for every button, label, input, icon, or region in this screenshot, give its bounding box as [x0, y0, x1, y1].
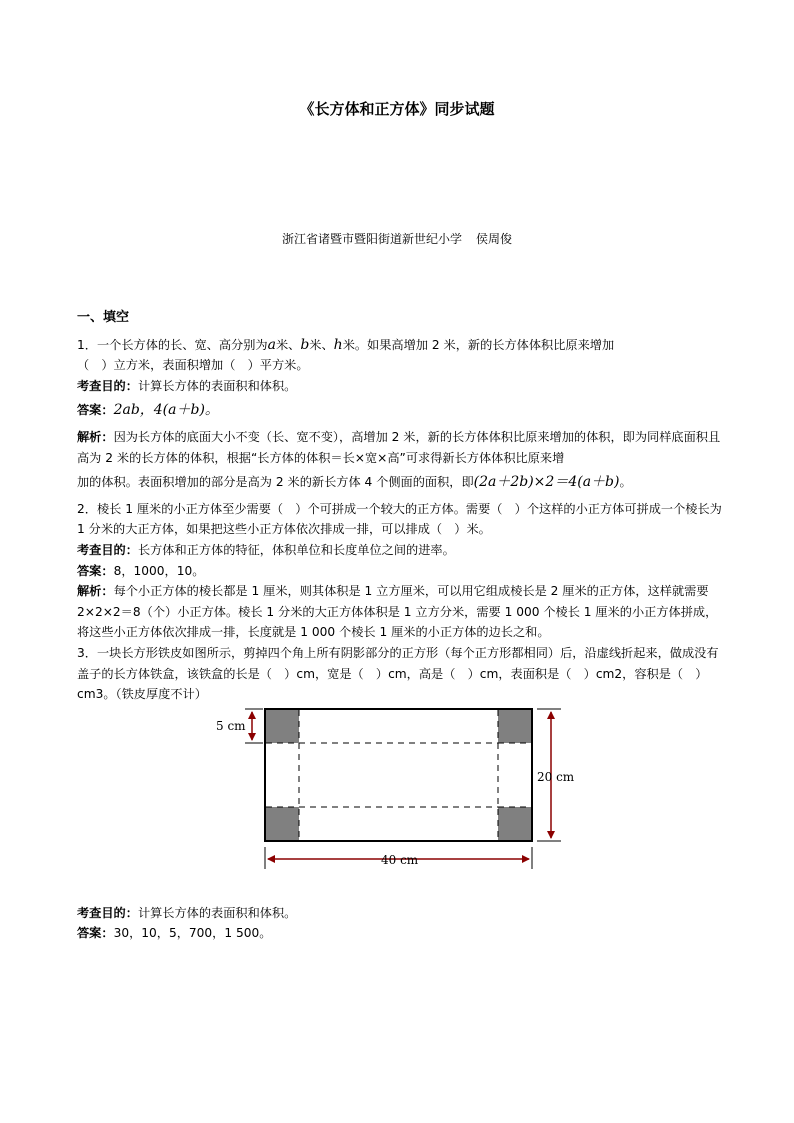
q3-figure — [77, 707, 722, 897]
corner-top-left — [266, 710, 299, 743]
q2-purpose-text: 长方体和正方体的特征，体积单位和长度单位之间的进率。 — [137, 542, 455, 557]
q1-stem — [77, 335, 722, 356]
q1-stem-d: 米。如果高增加 2 米，新的长方体体积比原来增加 — [342, 337, 615, 352]
sheet-diagram — [77, 707, 722, 897]
q3-answer — [77, 923, 722, 944]
fold-lines — [266, 710, 531, 840]
q1-answer — [77, 400, 722, 421]
q2-analysis-label: 解析： — [77, 584, 114, 599]
sheet-outline — [265, 709, 532, 841]
q1-var-a: a — [267, 336, 276, 353]
q3-purpose-text: 计算长方体的表面积和体积。 — [137, 905, 297, 920]
q1-purpose — [77, 376, 722, 397]
q1-analysis-label: 解析： — [77, 429, 114, 444]
q3-answer-text: 30，10，5，700，1 500。 — [113, 926, 272, 941]
q2-answer-label: 答案： — [77, 563, 114, 578]
q1-analysis-end: 。 — [619, 475, 632, 490]
q1-purpose-text: 计算长方体的表面积和体积。 — [137, 378, 297, 393]
corner-bottom-right — [498, 807, 531, 840]
author-school: 浙江省诸暨市暨阳街道新世纪小学 — [281, 232, 462, 246]
q3-purpose-label: 考查目的： — [77, 905, 138, 920]
q1-var-h: h — [333, 336, 343, 353]
q1-analysis-text2: 加的体积。表面积增加的部分是高为 2 米的新长方体 4 个侧面的面积，即 — [77, 475, 474, 490]
author-name: 侯周俊 — [476, 232, 513, 246]
q1-analysis-text: 因为长方体的底面大小不变（长、宽不变），高增加 2 米，新的长方体体积比原来增加的体积，即为同样底面积且高为 2 米的长方体的体积，根据“长方体的体积＝长×宽×高”可求得新长方体体积比原来增 — [77, 429, 721, 465]
page-title: 《长方体和正方体》同步试题 — [299, 100, 495, 118]
q1-purpose-label: 考查目的： — [77, 378, 138, 393]
q1-stem-a: 1．一个长方体的长、宽、高分别为 — [77, 337, 268, 352]
q1-analysis-line2 — [77, 472, 722, 493]
q2-analysis — [77, 581, 722, 643]
q1-answer-label: 答案： — [77, 403, 114, 418]
label-corner: 5 cm — [216, 718, 246, 733]
q1-stem-b: 米、 — [275, 337, 301, 352]
label-height: 20 cm — [537, 769, 575, 784]
corner-bottom-left — [266, 807, 299, 840]
q2-purpose — [77, 540, 722, 561]
q1-answer-math: 2ab，4(a＋b)。 — [113, 402, 219, 419]
q1-analysis — [77, 427, 722, 468]
content — [77, 308, 722, 944]
section-heading: 一、填空 — [77, 310, 130, 325]
q3-answer-label: 答案： — [77, 926, 114, 941]
q3-purpose — [77, 903, 722, 924]
author-line — [0, 230, 794, 247]
q1-stem-line2: （ ）立方米，表面积增加（ ）平方米。 — [77, 358, 309, 373]
q2-purpose-label: 考查目的： — [77, 542, 138, 557]
q1-stem-c: 米、 — [309, 337, 334, 352]
label-width: 40 cm — [381, 852, 419, 867]
q2-answer-text: 8，1000，10。 — [113, 563, 205, 578]
q3-stem: 3．一块长方形铁皮如图所示，剪掉四个角上所有阴影部分的正方形（每个正方形都相同）后，沿虚线折起来，做成没有盖子的长方体铁盒，该铁盒的长是（ ）cm，宽是（ ）cm，高是（ ）cm，表面积是（ ）cm2，容积是（ ）cm3。（铁皮厚度不计） — [77, 645, 719, 702]
q1-analysis-math: (2a＋2b)×2＝4(a＋b) — [473, 474, 620, 491]
q2-stem: 2．棱长 1 厘米的小正方体至少需要（ ）个可拼成一个较大的正方体。需要（ ）个这样的小正方体可拼成一个棱长为 1 分米的大正方体，如果把这些小正方体依次排成一排，可以排成（ ）米。 — [77, 501, 722, 537]
q2-answer — [77, 561, 722, 582]
q1-var-b: b — [300, 336, 310, 353]
corner-top-right — [498, 710, 531, 743]
q2-analysis-text: 每个小正方体的棱长都是 1 厘米，则其体积是 1 立方厘米，可以用它组成棱长是 2 厘米的正方体，这样就需要 2×2×2＝8（个）小正方体。棱长 1 分米的大正方体体积是 1 立方分米，需要 1 000 个棱长 1 厘米的小正方体拼成，将这些小正方体依次排成一排，长度就是 1 000 个棱长 1 厘米的小正方体的边长之和。 — [77, 584, 718, 640]
